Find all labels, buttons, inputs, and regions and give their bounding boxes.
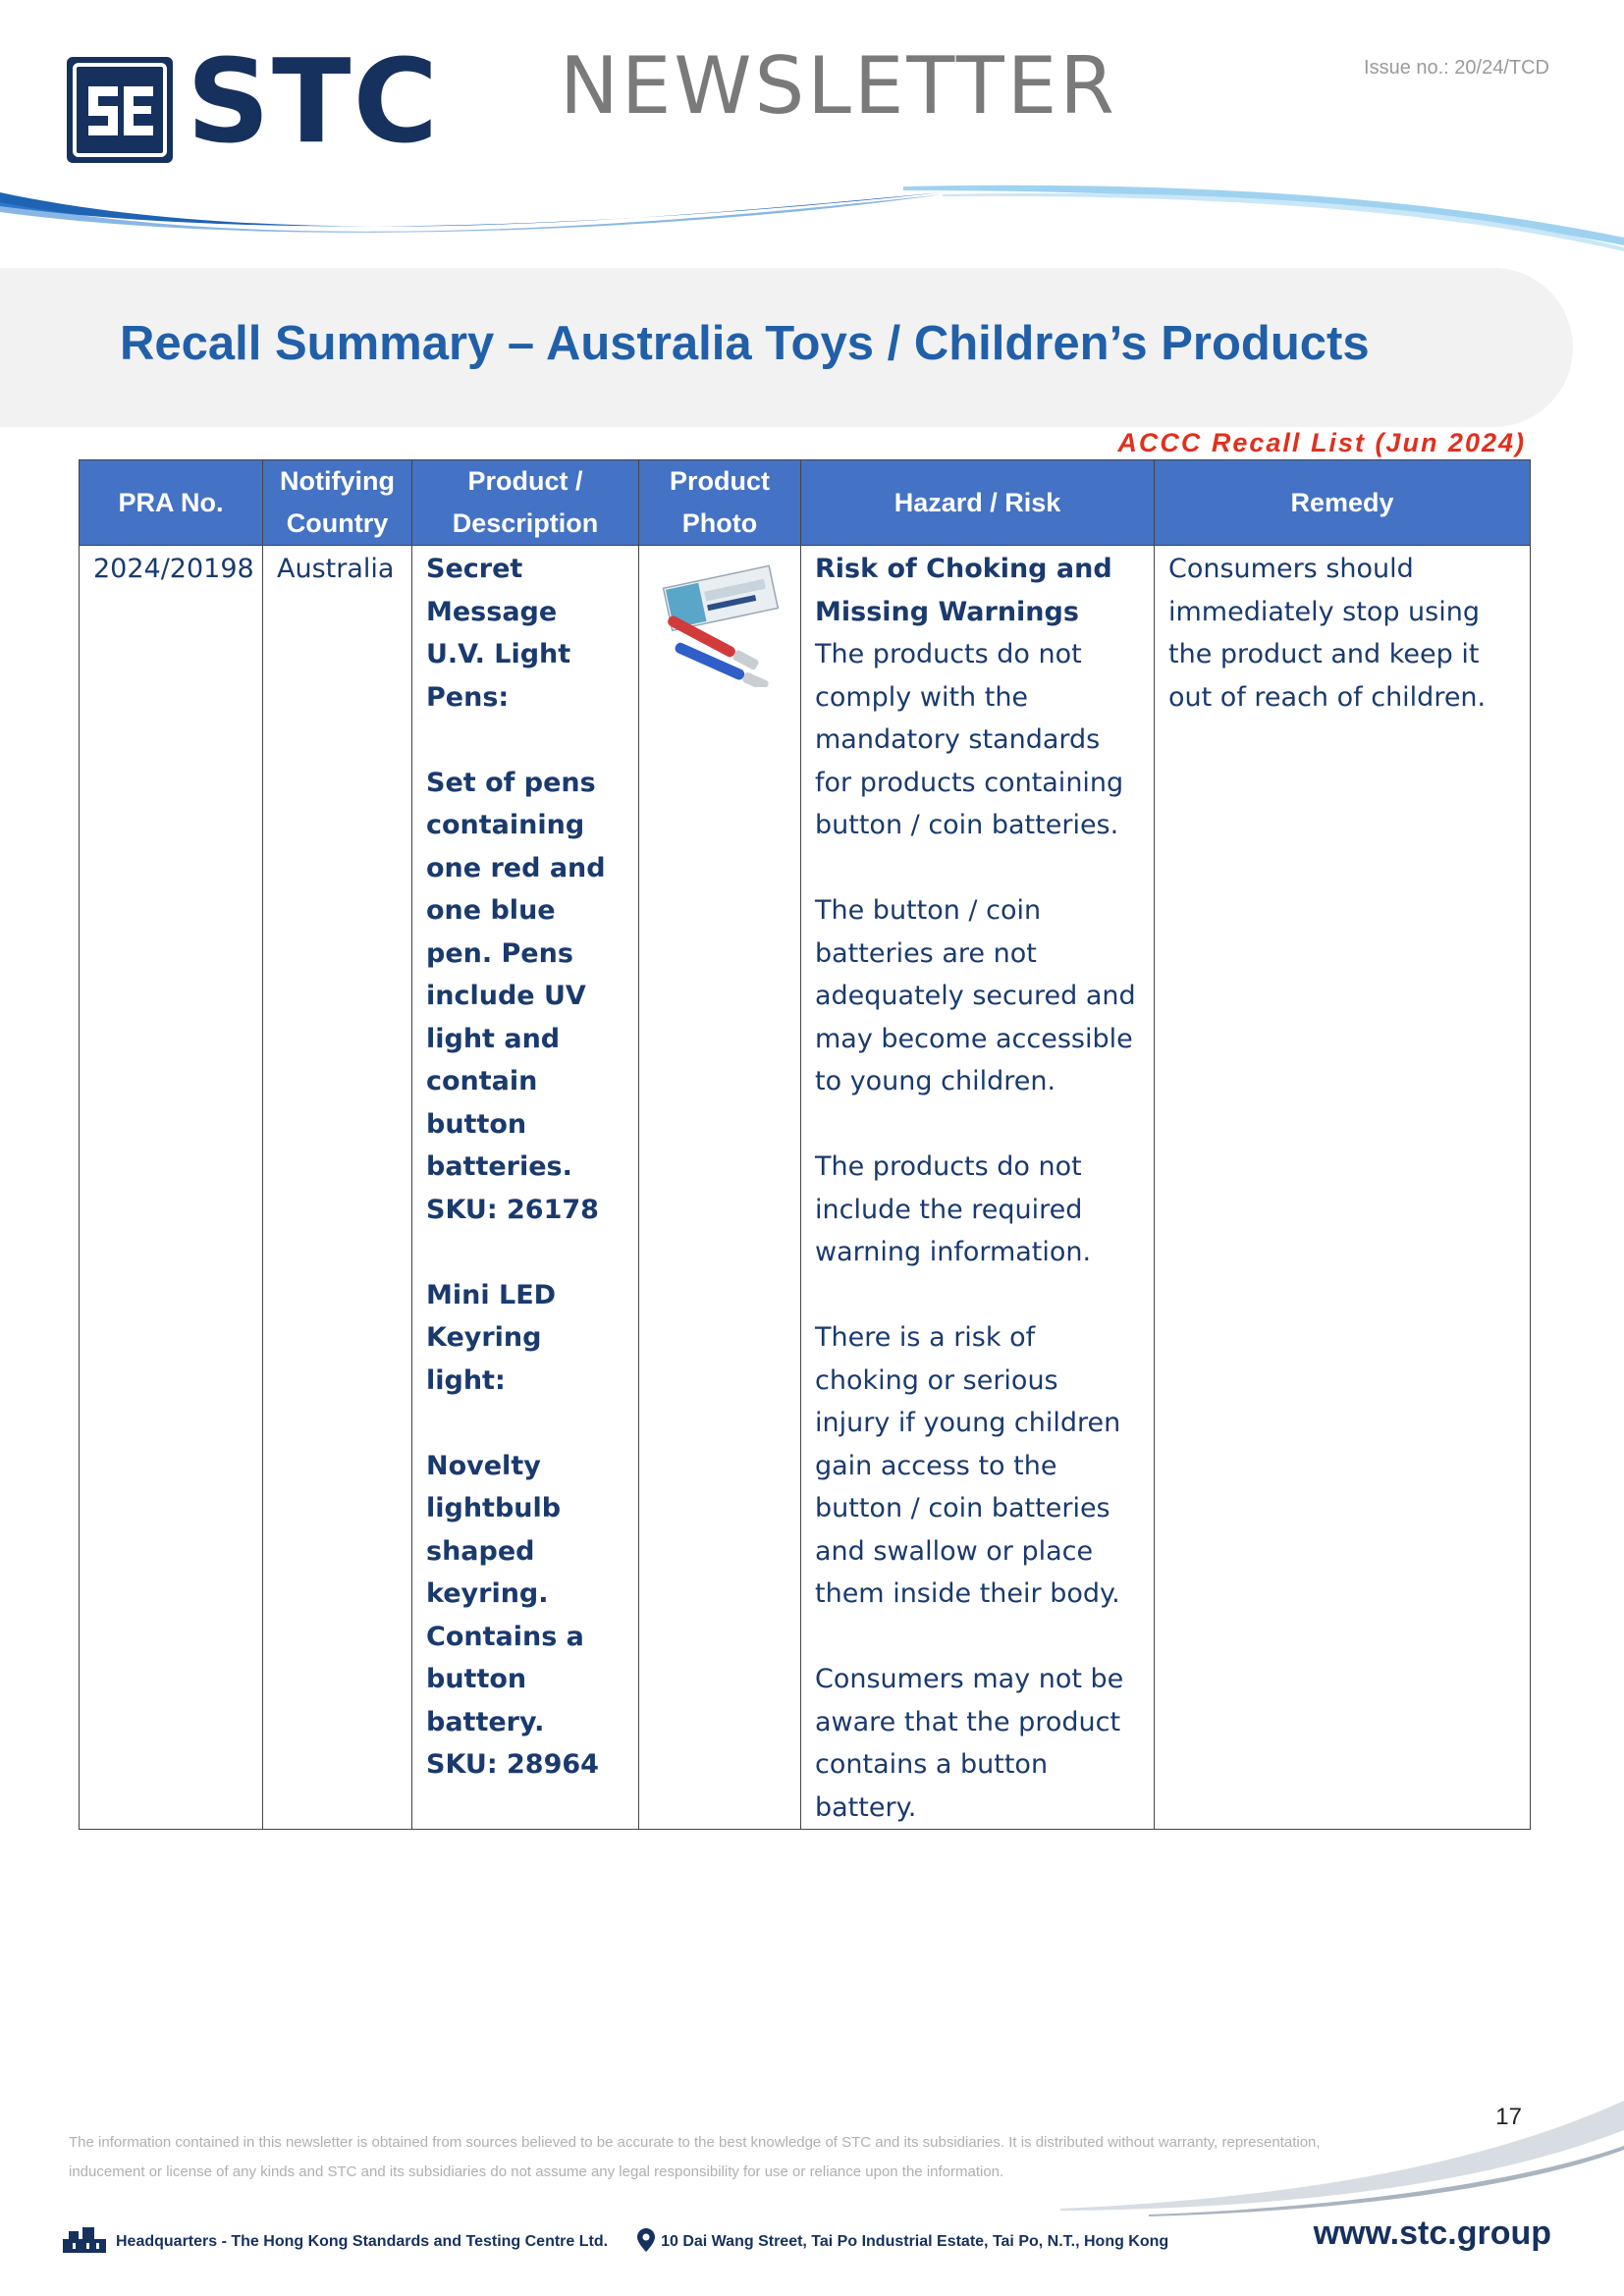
table-header-row (80, 460, 1531, 546)
header-hazard: Hazard / Risk (801, 460, 1155, 546)
header-photo: Product Photo (639, 460, 801, 546)
disclaimer: The information contained in this newsletter is obtained from sources believed to be accurate to the best knowledge of STC and its subsidiaries. It is distributed without warranty, representation, inducement or license of any kinds and STC and its subsidiaries do not assume any legal responsibility for use or reliance upon the information. (69, 2134, 1321, 2180)
remedy-text: Consumers should immediately stop using the product and keep it out of reach of children. (1168, 554, 1487, 713)
building-icon (63, 2227, 106, 2258)
location-pin-icon (637, 2228, 655, 2257)
footer-contact (63, 2224, 1168, 2260)
table-row (80, 546, 1531, 1830)
header-pra-no: PRA No. (80, 460, 263, 546)
product-description: Secret Message U.V. Light Pens: Set of pens containing one red and one blue pen. Pens include UV light and contain button batteries. SKU: 26178 Mini LED Keyring light: Novelty lightbulb shaped keyring. Contains a button battery. SKU: 28964 (426, 554, 606, 1780)
logo-wordmark: STC (187, 33, 441, 169)
header-product: Product / Description (412, 460, 639, 546)
cell-photo (639, 546, 801, 1830)
cell-hazard (801, 546, 1155, 1830)
header-swoosh (0, 177, 1624, 255)
recall-table (79, 459, 1531, 1830)
hazard-title: Risk of Choking and Missing Warnings (815, 554, 1112, 627)
cell-pra-no: 2024/20198 (80, 546, 263, 1830)
header-country: Notifying Country (263, 460, 412, 546)
address-text: 10 Dai Wang Street, Tai Po Industrial Estate, Tai Po, N.T., Hong Kong (661, 2233, 1169, 2250)
cell-remedy (1155, 546, 1531, 1830)
page-number: 17 (1495, 2104, 1522, 2130)
cell-product (412, 546, 639, 1830)
cell-country: Australia (263, 546, 412, 1830)
accc-list-label: ACCC Recall List (Jun 2024) (1117, 428, 1526, 457)
website-link[interactable]: www.stc.group (1313, 2215, 1551, 2252)
product-photo (649, 560, 786, 687)
issue-number: Issue no.: 20/24/TCD (1364, 57, 1549, 79)
stc-logo (67, 33, 460, 169)
newsletter-heading: NEWSLETTER (560, 40, 1117, 132)
headquarters-text: Headquarters - The Hong Kong Standards and Testing Centre Ltd. (116, 2233, 609, 2250)
page-title: Recall Summary – Australia Toys / Children’s Products (120, 317, 1370, 370)
stc-emblem-icon (67, 57, 173, 163)
header-remedy: Remedy (1155, 460, 1531, 546)
hazard-text: The products do not comply with the mandatory standards for products containing button / coin batteries. The button / coin batteries are not adequately secured and may become accessible to young children. The products do not include the required warning information. There is a risk of choking or serious injury if young children gain access to the button / coin batteries and swallow or place them inside their body. Consumers may not be aware that the product contains a button battery. (815, 639, 1136, 1823)
